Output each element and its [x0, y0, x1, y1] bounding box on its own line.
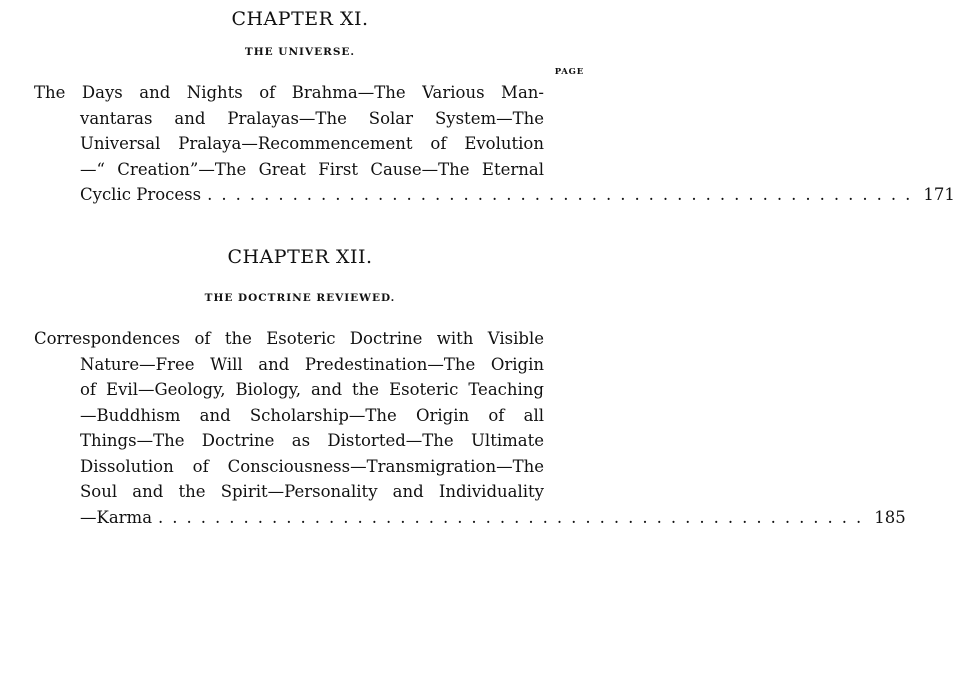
- contents-line: Nature—Free Will and Predestination—The Origin: [80, 354, 544, 374]
- contents-line: The Days and Nights of Brahma—The Various Man-: [34, 83, 544, 102]
- contents-line: Correspondences of the Esoteric Doctrine with Visible: [34, 329, 544, 348]
- dot-leader: ..................................................: [207, 185, 920, 204]
- contents-line: Universal Pralaya—Recommencement of Evolution: [80, 134, 544, 153]
- chapter-xi-contents: [34, 80, 955, 208]
- contents-line: Dissolution of Consciousness—Transmigration—The: [80, 456, 544, 476]
- page-column-header: PAGE: [554, 67, 584, 77]
- contents-line: —“ Creation”—The Great First Cause—The Eternal: [80, 159, 544, 179]
- contents-line-end: Cyclic Process: [80, 185, 202, 204]
- dot-leader: ..................................................: [158, 507, 871, 527]
- contents-last-line: [80, 182, 955, 208]
- page-number: 185: [874, 507, 906, 527]
- chapter-xi-subtitle: THE UNIVERSE.: [244, 46, 356, 58]
- chapter-xii-contents: [34, 326, 906, 530]
- chapter-xii-subtitle: THE DOCTRINE REVIEWED.: [204, 292, 396, 304]
- contents-last-line: [80, 505, 906, 531]
- contents-line: Soul and the Spirit—Personality and Individuality: [80, 482, 544, 501]
- contents-line-end: —Karma: [80, 507, 153, 527]
- contents-line: —Buddhism and Scholarship—The Origin of all: [80, 405, 544, 425]
- contents-line: of Evil—Geology, Biology, and the Esoteric Teaching: [80, 380, 544, 399]
- chapter-xii-title: CHAPTER XII.: [227, 246, 373, 268]
- contents-line: Things—The Doctrine as Distorted—The Ultimate: [80, 431, 544, 450]
- chapter-xi-title: CHAPTER XI.: [231, 8, 369, 30]
- contents-line: vantaras and Pralayas—The Solar System—The: [80, 108, 544, 128]
- page-number: 171: [923, 185, 955, 204]
